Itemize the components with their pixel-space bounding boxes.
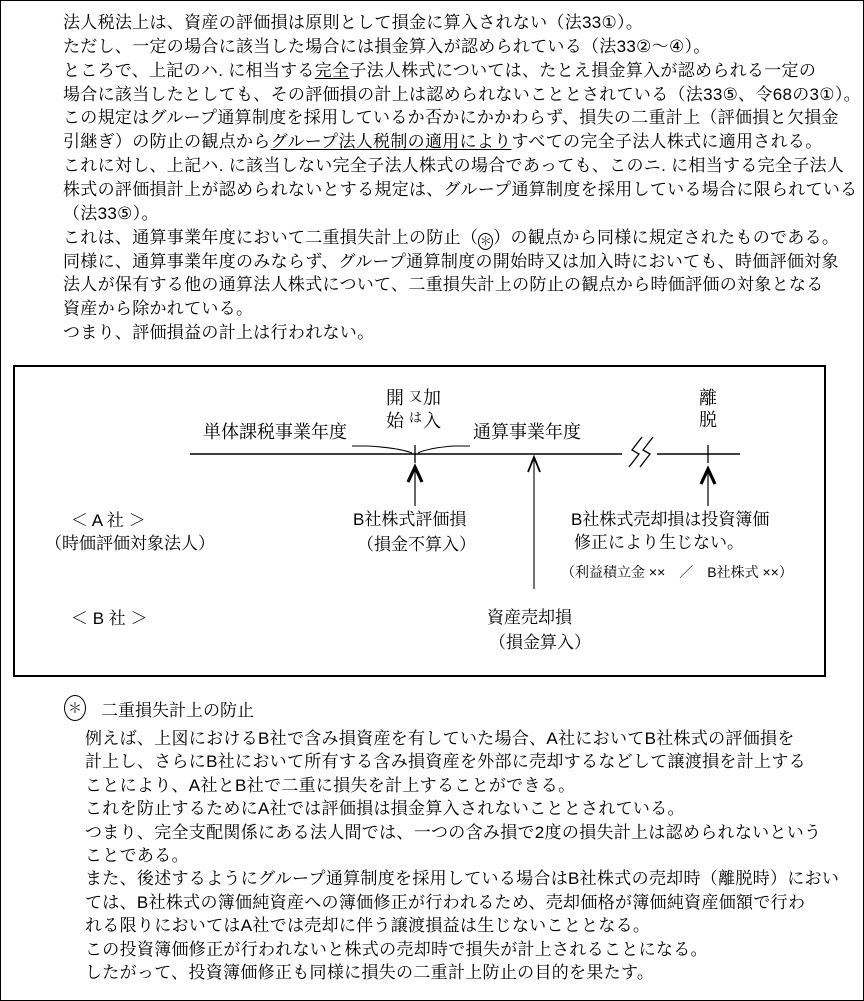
label-standalone-period: 単体課税事業年度 bbox=[203, 422, 347, 442]
text-segment: ところで、上記のハ. に相当する bbox=[63, 60, 315, 80]
text-line bbox=[85, 867, 839, 890]
label-consolidated-period: 通算事業年度 bbox=[473, 422, 581, 442]
text-line bbox=[85, 797, 839, 820]
label-company-a: ＜ A 社 ＞ bbox=[71, 511, 146, 530]
note-paragraph bbox=[85, 727, 839, 984]
label-asset-sale-loss: 資産売却損 bbox=[487, 608, 572, 627]
text-line bbox=[85, 727, 839, 750]
text-segment: グループ法人税制の適用により bbox=[270, 132, 512, 152]
label-asset-sale-loss-note: （損金算入） bbox=[489, 633, 591, 652]
text-segment: これは、通算事業年度において二重損失計上の防止（ bbox=[63, 227, 479, 247]
text-line bbox=[63, 273, 861, 297]
text-line bbox=[63, 321, 861, 345]
text-line bbox=[85, 774, 839, 797]
text-line bbox=[85, 914, 839, 937]
label-join-char2: 入 bbox=[423, 411, 441, 431]
label-eval-loss-note: （損金不算入） bbox=[357, 535, 476, 554]
label-company-a-note: （時価評価対象法人） bbox=[45, 534, 215, 553]
text-segment: 場合に該当したとしても、その評価損の計上は認められないこととされている（法33⑤、令68の3①）。 bbox=[63, 84, 861, 104]
text-segment: したがって、投資簿価修正も同様に損失の二重計上防止の目的を果たす。 bbox=[85, 963, 655, 983]
text-line bbox=[63, 154, 861, 178]
text-segment: 同様に、通算事業年度のみならず、グループ通算制度の開始時又は加入時においても、時価評価対象 bbox=[63, 251, 839, 271]
note-heading bbox=[64, 695, 254, 721]
text-segment: ただし、一定の場合に該当した場合には損金算入が認められている（法33②～④）。 bbox=[63, 36, 711, 56]
text-segment: ては、B社株式の簿価純資産への簿価修正が行われるため、売却価格が簿価純資産価額で行わ bbox=[85, 892, 806, 912]
text-segment: この規定はグループ通算制度を採用しているか否かにかかわらず、損失の二重計上（評価損と欠損金 bbox=[63, 108, 839, 128]
intro-paragraph bbox=[63, 11, 861, 345]
text-line bbox=[85, 821, 839, 844]
diagram-box bbox=[13, 365, 826, 677]
label-leave-char1: 離 bbox=[699, 388, 717, 408]
label-sale-loss-2: 修正により生じない。 bbox=[574, 533, 744, 552]
text-segment: 完全 bbox=[314, 60, 350, 80]
text-line bbox=[63, 226, 861, 250]
text-segment: これを防止するためにA社では評価損は損金算入されないこととされている。 bbox=[85, 799, 685, 819]
text-segment: 引継ぎ）の防止の観点から bbox=[63, 132, 271, 152]
text-line bbox=[63, 83, 861, 107]
text-line bbox=[85, 891, 839, 914]
note-title: 二重損失計上の防止 bbox=[101, 700, 254, 720]
circled-asterisk-icon: ＊ bbox=[64, 695, 86, 721]
text-segment: 計上し、さらにB社において所有する含み損資産を外部に売却するなどして譲渡損を計上する bbox=[85, 752, 806, 772]
text-segment: また、後述するようにグループ通算制度を採用している場合はB社株式の売却時（離脱時）におい bbox=[85, 869, 840, 889]
label-leave-char2: 脱 bbox=[699, 410, 717, 430]
text-segment: ことである。 bbox=[85, 846, 189, 866]
text-segment: 資産から除かれている。 bbox=[63, 299, 254, 319]
text-line bbox=[85, 961, 839, 984]
text-line bbox=[63, 59, 861, 83]
text-line bbox=[63, 202, 861, 226]
label-eval-loss: B社株式評価損 bbox=[353, 510, 467, 529]
label-start-char1: 開 bbox=[386, 388, 404, 408]
text-segment: つまり、完全支配関係にある法人間では、一つの含み損で2度の損失計上は認められないという bbox=[85, 822, 822, 842]
text-segment: すべての完全子法人株式に適用される。 bbox=[511, 132, 823, 152]
text-line bbox=[85, 844, 839, 867]
text-line bbox=[63, 106, 861, 130]
label-or-char1: 又 bbox=[409, 389, 423, 404]
text-segment: ）の観点から同様に規定されたものである。 bbox=[493, 227, 840, 247]
label-or-char2: は bbox=[409, 410, 423, 425]
text-segment: つまり、評価損益の計上は行われない。 bbox=[63, 323, 375, 343]
text-segment: 法人が保有する他の通算法人株式について、二重損失計上の防止の観点から時価評価の対象となる bbox=[63, 275, 824, 295]
text-line bbox=[63, 297, 861, 321]
circled-asterisk-icon: ＊ bbox=[479, 233, 492, 248]
label-join-char1: 加 bbox=[423, 388, 441, 408]
text-line bbox=[63, 250, 861, 274]
text-line bbox=[85, 938, 839, 961]
label-sale-loss-1: B社株式売却損は投資簿価 bbox=[571, 510, 770, 529]
label-start-char2: 始 bbox=[386, 411, 404, 431]
text-line bbox=[63, 178, 861, 202]
text-segment: 子法人株式については、たとえ損金算入が認められる一定の bbox=[349, 60, 817, 80]
label-sale-loss-journal: （利益積立金 ×× ／ B社株式 ××） bbox=[561, 564, 793, 580]
text-line bbox=[63, 35, 861, 59]
text-segment: 株式の評価損計上が認められないとする規定は、グループ通算制度を採用している場合に限られている bbox=[63, 179, 858, 199]
text-segment: ことにより、A社とB社で二重に損失を計上することができる。 bbox=[85, 775, 576, 795]
text-segment: これに対し、上記ハ. に該当しない完全子法人株式の場合であっても、このニ. に相当する完全子法人 bbox=[63, 156, 845, 176]
text-segment: れる限りにおいてはA社では売却に伴う譲渡損益は生じないこととなる。 bbox=[85, 916, 651, 936]
text-segment: 法人税法上は、資産の評価損は原則として損金に算入されない（法33①）。 bbox=[63, 13, 644, 32]
text-line bbox=[63, 11, 861, 35]
text-line bbox=[85, 750, 839, 773]
text-segment: （法33⑤）。 bbox=[63, 203, 159, 223]
text-segment: この投資簿価修正が行われないと株式の売却時で損失が計上されることになる。 bbox=[85, 939, 708, 959]
text-segment: 例えば、上図におけるB社で含み損資産を有していた場合、A社においてB社株式の評価損を bbox=[85, 729, 795, 748]
text-line bbox=[63, 130, 861, 154]
label-company-b: ＜ B 社 ＞ bbox=[71, 609, 148, 628]
